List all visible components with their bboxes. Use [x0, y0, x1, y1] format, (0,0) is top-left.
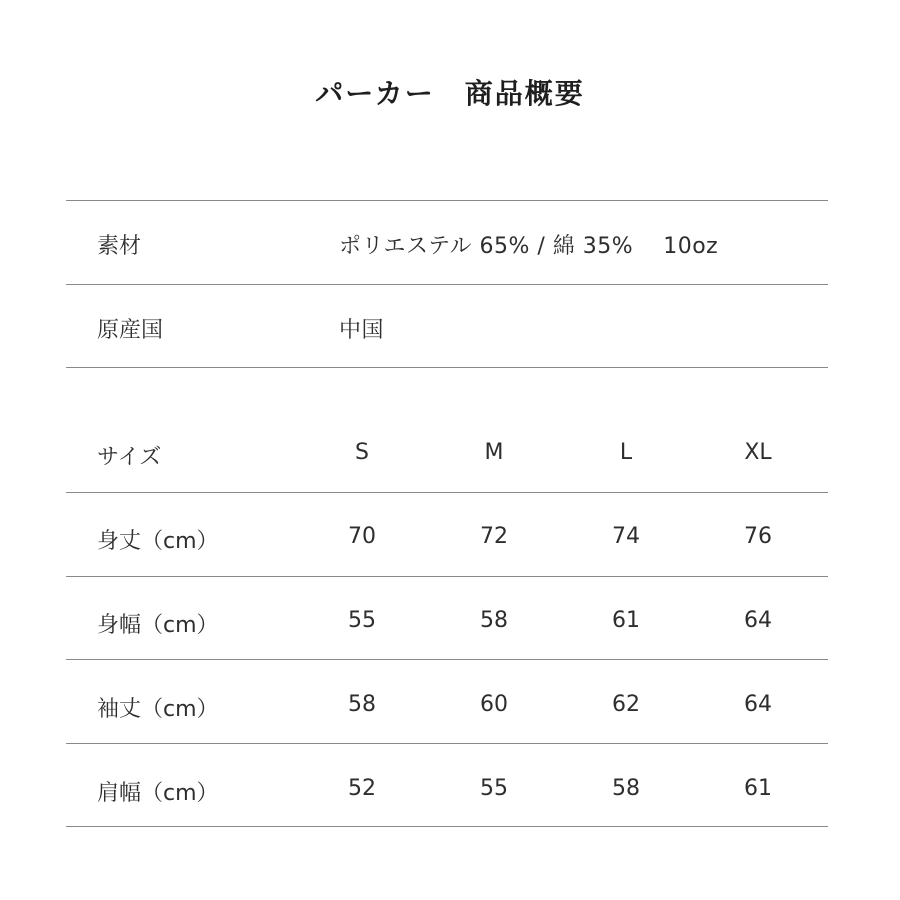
cell: 58: [612, 776, 640, 801]
info-label: 原産国: [97, 318, 164, 343]
cell: 60: [480, 692, 508, 717]
size-header-xl: XL: [744, 440, 772, 465]
size-header-s: S: [355, 440, 369, 465]
divider: [66, 826, 828, 827]
divider: [66, 659, 828, 660]
size-header-label: サイズ: [97, 445, 162, 470]
cell: 52: [348, 776, 376, 801]
info-value: 中国: [339, 318, 385, 343]
cell: 61: [744, 776, 772, 801]
row-label: 肩幅（cm）: [97, 781, 219, 806]
info-value: ポリエステル 65% / 綿 35% 10oz: [339, 234, 719, 259]
cell: 64: [744, 608, 772, 633]
cell: 72: [480, 524, 508, 549]
cell: 62: [612, 692, 640, 717]
cell: 74: [612, 524, 640, 549]
size-header-m: M: [484, 440, 504, 465]
row-label: 身丈（cm）: [97, 529, 219, 554]
row-label: 袖丈（cm）: [97, 697, 219, 722]
divider: [66, 284, 828, 285]
cell: 58: [480, 608, 508, 633]
cell: 64: [744, 692, 772, 717]
divider: [66, 576, 828, 577]
divider: [66, 492, 828, 493]
cell: 58: [348, 692, 376, 717]
size-header-l: L: [619, 440, 633, 465]
cell: 55: [348, 608, 376, 633]
info-label: 素材: [97, 234, 142, 259]
cell: 61: [612, 608, 640, 633]
cell: 55: [480, 776, 508, 801]
divider: [66, 200, 828, 201]
cell: 76: [744, 524, 772, 549]
divider: [66, 367, 828, 368]
cell: 70: [348, 524, 376, 549]
row-label: 身幅（cm）: [97, 613, 219, 638]
divider: [66, 743, 828, 744]
page-title: パーカー 商品概要: [315, 77, 585, 110]
